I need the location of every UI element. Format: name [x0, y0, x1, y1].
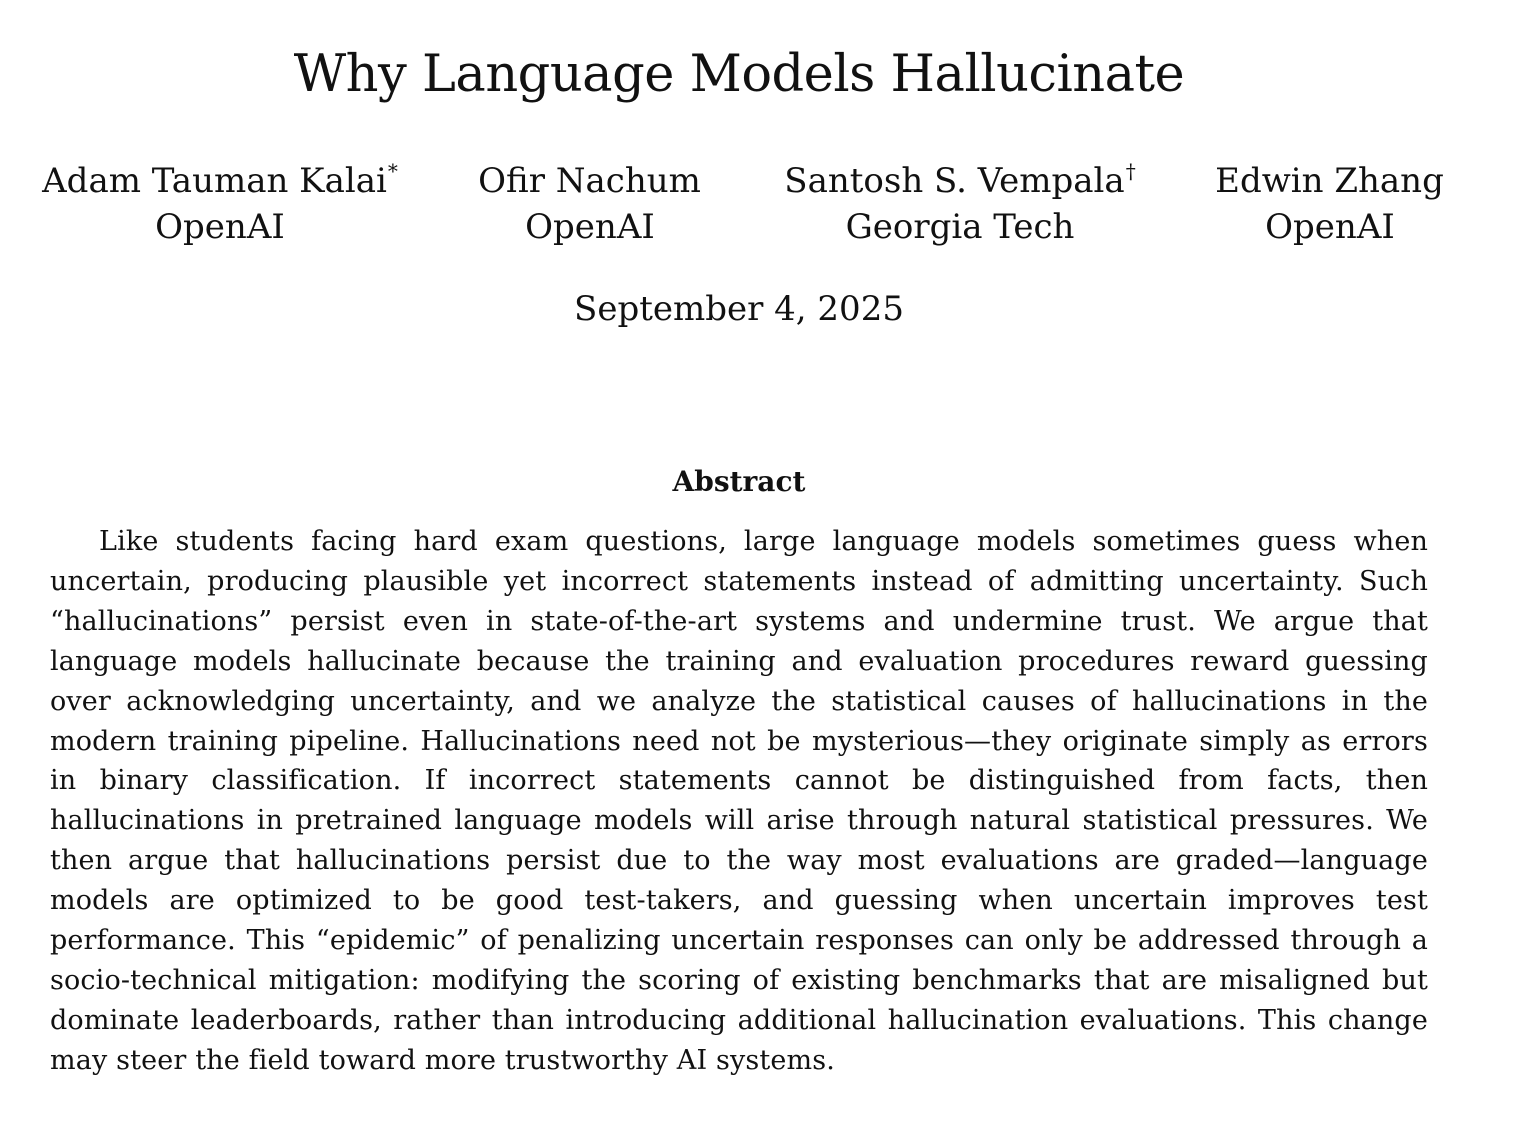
- author-name-line: [1180, 158, 1480, 204]
- paper-title: Why Language Models Hallucinate: [293, 45, 1185, 104]
- author-footnote-mark: *: [387, 159, 398, 183]
- author-name-line: [440, 158, 740, 204]
- author-name-line: [20, 158, 420, 204]
- author-block: [20, 158, 420, 250]
- author-name: Ofir Nachum: [478, 161, 701, 201]
- publication-date: September 4, 2025: [574, 289, 904, 329]
- author-affiliation: OpenAI: [155, 207, 285, 247]
- author-name: Santosh S. Vempala: [784, 161, 1125, 201]
- author-footnote-mark: †: [1125, 159, 1136, 183]
- abstract-body: Like students facing hard exam questions, large language models sometimes guess when uncertain, producing plausible yet incorrect statements instead of admitting uncertainty. Such “hallucinations” persist even in state-of-the-art systems and undermine trust. We argue that language models hallucinate because the training and evaluation procedures reward guessing over acknowledging uncertainty, and we analyze the statistical causes of hallucinations in the modern training pipeline. Hallucinations need not be mysterious—they originate simply as errors in binary classification. If incorrect statements cannot be distinguished from facts, then hallucinations in pretrained language models will arise through natural statistical pressures. We then argue that hallucinations persist due to the way most evaluations are graded—language models are optimized to be good test-takers, and guessing when uncertain improves test performance. This “epidemic” of penalizing uncertain responses can only be addressed through a socio-technical mitigation: modifying the scoring of existing benchmarks that are misaligned but dominate leaderboards, rather than introducing additional hallucination evaluations. This change may steer the field toward more trustworthy AI systems.: [50, 526, 1428, 1076]
- abstract-heading: Abstract: [672, 465, 806, 498]
- author-block: [440, 158, 740, 250]
- author-affiliation: OpenAI: [525, 207, 655, 247]
- author-block: [1180, 158, 1480, 250]
- author-affiliation: Georgia Tech: [845, 207, 1075, 247]
- author-name: Edwin Zhang: [1215, 161, 1444, 201]
- author-affiliation: OpenAI: [1265, 207, 1395, 247]
- author-name-line: [760, 158, 1160, 204]
- author-name: Adam Tauman Kalai: [42, 161, 387, 201]
- author-block: [760, 158, 1160, 250]
